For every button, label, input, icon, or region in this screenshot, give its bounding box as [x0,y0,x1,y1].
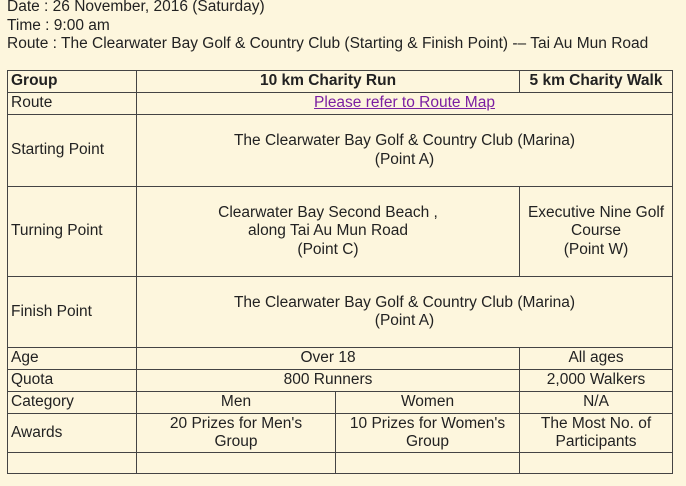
turning-point-walk-line2: Course [571,222,621,240]
event-details-table [7,70,673,474]
table-row-finish-point [8,277,673,348]
table-row-route [8,93,673,115]
category-walk: N/A [520,392,673,414]
awards-walk [520,414,673,453]
partial-cell-4 [520,453,673,474]
route-map-link[interactable]: Please refer to Route Map [314,94,495,112]
table-row-awards [8,414,673,453]
header-charity-walk: 5 km Charity Walk [520,71,673,93]
awards-label: Awards [8,414,137,453]
category-women: Women [336,392,520,414]
awards-walk-line2: Participants [555,433,637,450]
partial-cell-3 [336,453,520,474]
table-row-category [8,392,673,414]
route-cell [137,93,673,115]
partial-cell-1 [8,453,137,474]
awards-women-line2: Group [405,433,450,450]
turning-point-walk-line3: (Point W) [563,240,629,258]
turning-point-label: Turning Point [8,187,137,277]
header-group: Group [8,71,137,93]
starting-point-label: Starting Point [8,115,137,187]
age-label: Age [8,348,137,370]
awards-men-line1: 20 Prizes for Men's [169,414,303,432]
category-label: Category [8,392,137,414]
quota-run: 800 Runners [137,370,520,392]
age-run: Over 18 [137,348,520,370]
table-row-turning-point [8,187,673,277]
finish-point-code: (Point A) [374,312,435,329]
age-walk: All ages [520,348,673,370]
turning-point-walk-line1: Executive Nine Golf [527,203,665,221]
turning-point-run-line2: along Tai Au Mun Road [248,222,408,240]
turning-point-run-line3: (Point C) [297,240,359,258]
route-label: Route [8,93,137,115]
table-row-quota [8,370,673,392]
partial-cell-2 [137,453,336,474]
event-info [7,0,648,54]
table-header-row [8,71,673,93]
event-time: Time : 9:00 am [7,16,110,34]
awards-men [137,414,336,453]
header-charity-run: 10 km Charity Run [137,71,520,93]
awards-walk-line1: The Most No. of [540,414,652,432]
table-row-starting-point [8,115,673,187]
starting-point-location: The Clearwater Bay Golf & Country Club (Marina) [233,132,576,149]
finish-point-location: The Clearwater Bay Golf & Country Club (Marina) [233,293,576,311]
finish-point-value [137,277,673,348]
turning-point-run [137,187,520,277]
event-route: Route : The Clearwater Bay Golf & Country Club (Starting & Finish Point) -– Tai Au Mun Road [7,35,649,52]
event-date: Date : 26 November, 2016 (Saturday) [7,0,265,15]
starting-point-code: (Point A) [374,150,435,168]
table-row-partial [8,453,673,474]
awards-women-line1: 10 Prizes for Women's [349,414,506,432]
quota-label: Quota [8,370,137,392]
awards-women [336,414,520,453]
table-row-age [8,348,673,370]
starting-point-value [137,115,673,187]
turning-point-run-line1: Clearwater Bay Second Beach , [218,203,438,221]
quota-walk: 2,000 Walkers [520,370,673,392]
finish-point-label: Finish Point [8,277,137,348]
category-men: Men [137,392,336,414]
turning-point-walk [520,187,673,277]
awards-men-line2: Group [214,433,258,450]
